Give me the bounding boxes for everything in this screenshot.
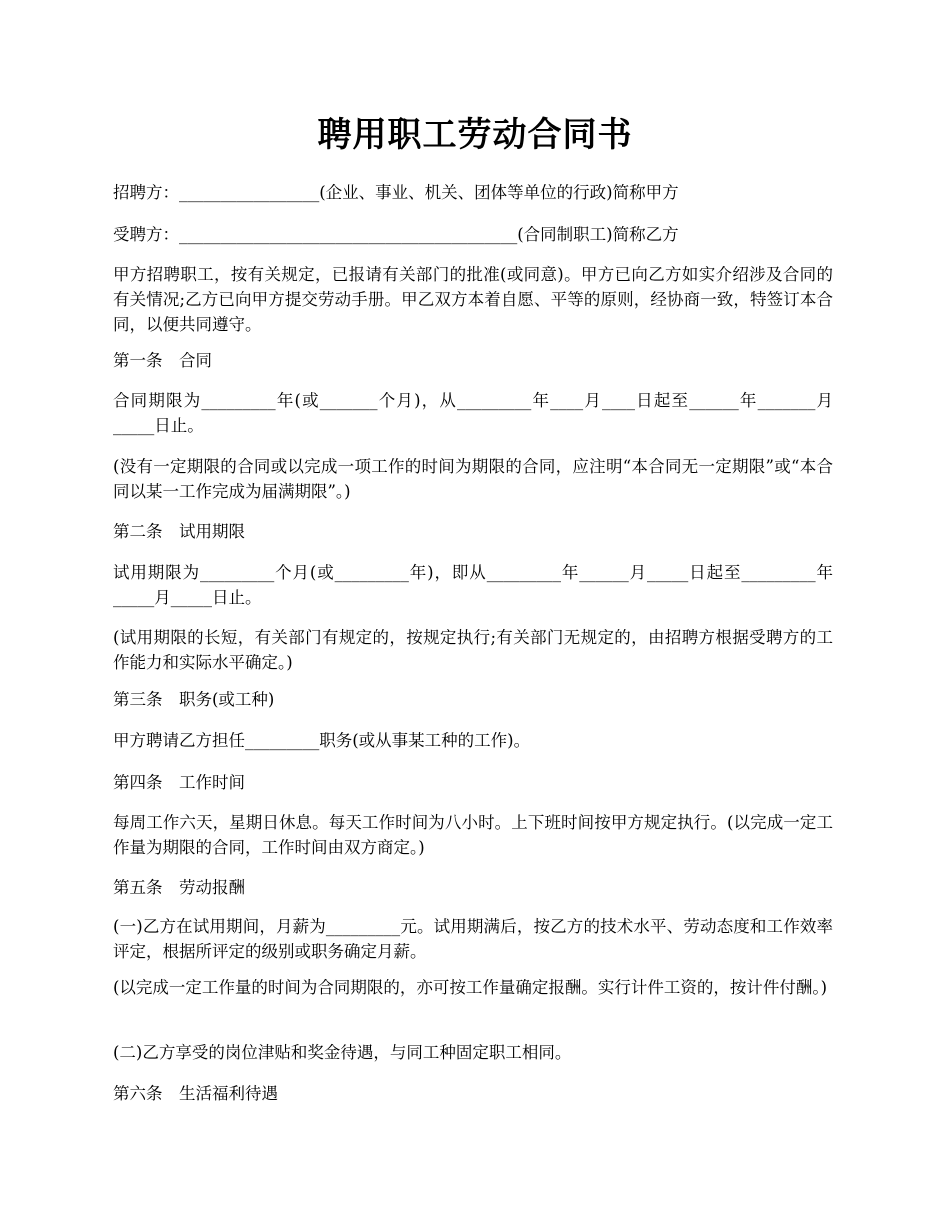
contract-term-paragraph: 合同期限为_________年(或_______个月)，从_________年____月____日起至______年_______月_____日止。: [113, 391, 833, 435]
employer-line: 招聘方：_________________(企业、事业、机关、团体等单位的行政)简称甲方: [113, 183, 679, 202]
contract-term-note: (没有一定期限的合同或以完成一项工作的时间为期限的合同，应注明“本合同无一定期限”或“本合同以某一工作完成为届满期限”。): [113, 457, 833, 501]
document-title: 聘用职工劳动合同书: [317, 115, 633, 155]
remuneration-paragraph-2: (二)乙方享受的岗位津贴和奖金待遇，与同工种固定职工相同。: [113, 1043, 572, 1062]
article-1-heading: 第一条 合同: [113, 351, 212, 370]
probation-term-paragraph: 试用期限为_________个月(或_________年)，即从_________年______月_____日起至_________年_____月_____日止。: [113, 563, 833, 607]
probation-term-note: (试用期限的长短，有关部门有规定的，按规定执行;有关部门无规定的，由招聘方根据受聘方的工作能力和实际水平确定。): [113, 628, 833, 672]
working-hours-paragraph: 每周工作六天，星期日休息。每天工作时间为八小时。上下班时间按甲方规定执行。(以完成一定工作量为期限的合同，工作时间由双方商定。): [113, 813, 833, 857]
preamble-paragraph: 甲方招聘职工，按有关规定，已报请有关部门的批准(或同意)。甲方已向乙方如实介绍涉及合同的有关情况;乙方已向甲方提交劳动手册。甲乙双方本着自愿、平等的原则，经协商一致，特签订本合同，以便共同遵守。: [113, 265, 833, 334]
article-6-heading: 第六条 生活福利待遇: [113, 1084, 278, 1103]
position-paragraph: 甲方聘请乙方担任_________职务(或从事某工种的工作)。: [113, 731, 531, 750]
article-5-heading: 第五条 劳动报酬: [113, 878, 245, 897]
remuneration-note: (以完成一定工作量的时间为合同期限的，亦可按工作量确定报酬。实行计件工资的，按计件付酬。): [113, 978, 828, 997]
article-2-heading: 第二条 试用期限: [113, 522, 245, 541]
article-3-heading: 第三条 职务(或工种): [113, 690, 275, 709]
article-4-heading: 第四条 工作时间: [113, 773, 245, 792]
employee-line: 受聘方：_________________________________________(合同制职工)简称乙方: [113, 225, 679, 244]
remuneration-paragraph-1: (一)乙方在试用期间，月薪为_________元。试用期满后，按乙方的技术水平、劳动态度和工作效率评定，根据所评定的级别或职务确定月薪。: [113, 917, 833, 961]
